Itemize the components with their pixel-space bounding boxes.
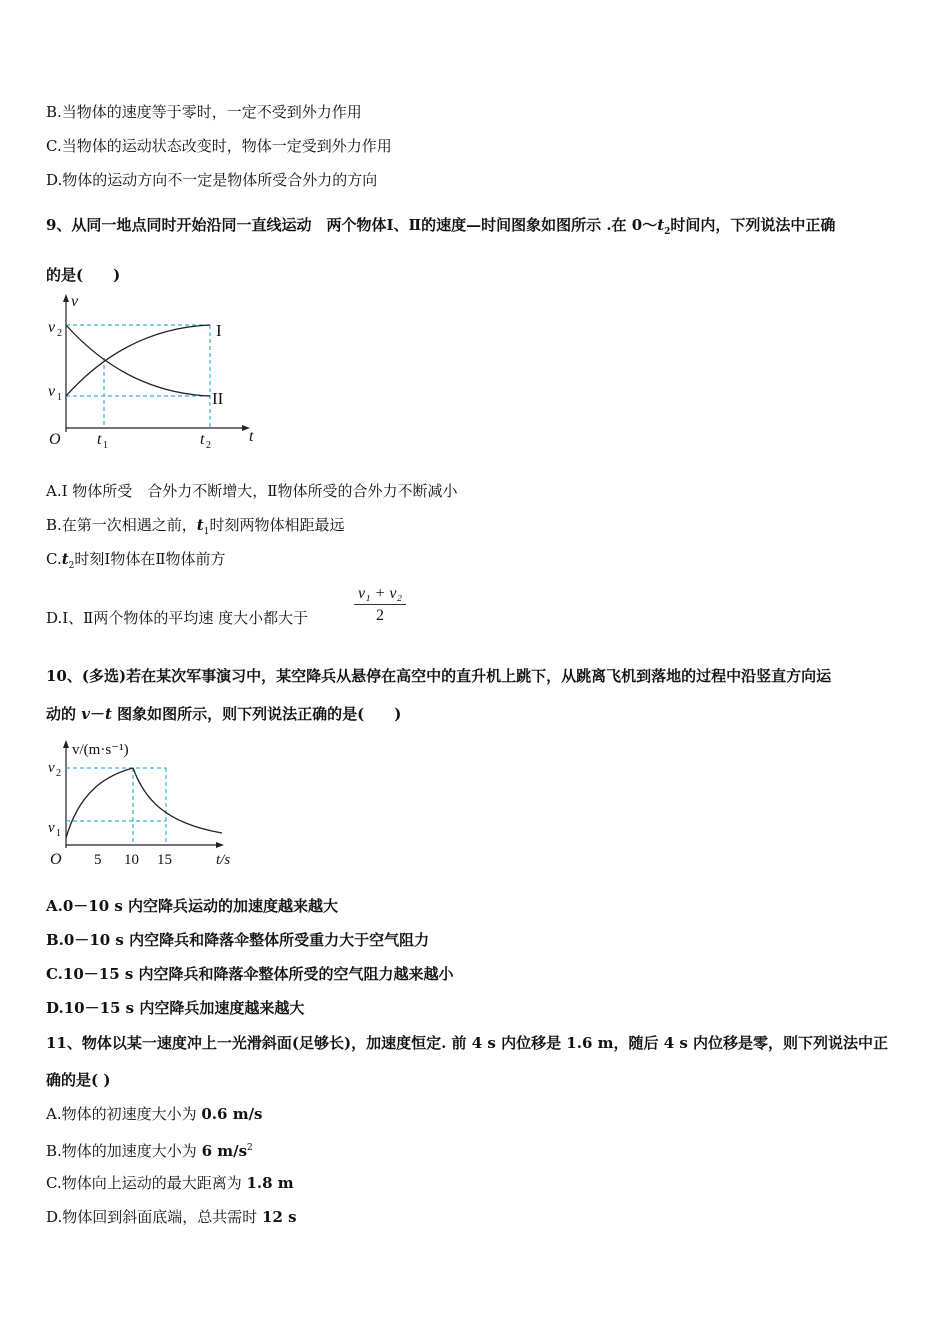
q9-option-c-post: 时刻Ⅰ物体在Ⅱ物体前方 — [74, 550, 226, 568]
q8-option-b: B.当物体的速度等于零时，一定不受到外力作用 — [46, 103, 362, 121]
q8-option-d: D.物体的运动方向不一定是物体所受合外力的方向 — [46, 171, 378, 189]
q9-option-a: A.Ⅰ 物体所受 合外力不断增大，Ⅱ物体所受的合外力不断减小 — [46, 482, 458, 500]
q11-option-d-pre: D.物体回到斜面底端，总共需时 — [46, 1208, 263, 1226]
q9-t-axis-label: t — [249, 428, 254, 445]
q9-v1-sub: 1 — [57, 392, 62, 403]
q10-stem-dash: － — [89, 705, 105, 723]
q10-v-axis-arrow — [63, 740, 69, 748]
q11-option-c — [46, 1173, 294, 1193]
q11-option-b-sup: 2 — [247, 1143, 253, 1153]
q9-option-c-sub: 2 — [68, 561, 75, 571]
q9-t1-sub: 1 — [103, 440, 108, 451]
q11-stem-line2: 确的是( ) — [46, 1071, 111, 1089]
q10-stem-pre: 动的 — [46, 705, 82, 723]
q10-stem-v: v — [81, 705, 90, 723]
q10-vt-graph — [44, 738, 244, 873]
q10-tick-10: 10 — [124, 852, 139, 868]
q9-stem-part-b: 时间内，下列说法中正确 — [670, 216, 836, 234]
q9-curve-1 — [66, 325, 210, 396]
q9-option-b-post: 时刻两物体相距最远 — [209, 516, 345, 534]
q10-origin-label: O — [50, 851, 62, 868]
q10-tick-5: 5 — [94, 852, 102, 868]
q9-v-axis-label: v — [71, 293, 79, 310]
q9-stem-sub: 2 — [664, 227, 671, 237]
q9-option-d-fraction — [354, 585, 406, 625]
q11-stem-line1: 11、物体以某一速度冲上一光滑斜面(足够长)，加速度恒定. 前 4 s 内位移是 1.6 m，随后 4 s 内位移是零，则下列说法中正 — [46, 1034, 889, 1052]
q10-option-b: B.0－10 s 内空降兵和降落伞整体所受重力大于空气阻力 — [46, 931, 430, 949]
q9-option-c — [46, 549, 226, 576]
q9-option-b-sub: 1 — [203, 527, 210, 537]
q10-stem-post: 图象如图所示，则下列说法正确的是( ) — [111, 705, 402, 723]
q9-option-d: D.Ⅰ、Ⅱ两个物体的平均速 度大小都大于 — [46, 609, 309, 627]
q9-option-b-pre: B.在第一次相遇之前， — [46, 516, 197, 534]
q9-option-c-pre: C. — [46, 550, 62, 568]
q9-t2-sub: 2 — [206, 440, 211, 451]
q11-option-c-pre: C.物体向上运动的最大距离为 — [46, 1174, 247, 1192]
q10-t-axis-label: t/s — [216, 852, 231, 868]
q11-option-a — [46, 1104, 263, 1124]
q11-option-a-value: 0.6 m/s — [201, 1105, 263, 1123]
q9-option-b — [46, 515, 344, 542]
q10-t-axis-arrow — [216, 842, 224, 848]
q10-stem-line2 — [46, 704, 401, 724]
q11-option-d — [46, 1207, 297, 1227]
q11-option-c-value: 1.8 m — [246, 1174, 294, 1192]
q10-v1-sub: 1 — [56, 828, 61, 839]
q9-option-b-t: t — [196, 516, 204, 534]
q10-stem-t: t — [104, 705, 112, 723]
q9-stem-line1 — [46, 215, 835, 242]
q11-option-b-pre: B.物体的加速度大小为 — [46, 1142, 202, 1160]
q9-curve-1-label: I — [216, 321, 222, 340]
q10-option-a: A.0－10 s 内空降兵运动的加速度越来越大 — [46, 897, 339, 915]
q10-stem-line1: 10、(多选)若在某次军事演习中，某空降兵从悬停在高空中的直升机上跳下，从跳离飞机到落地的过程中沿竖直方向运 — [46, 667, 832, 685]
q10-v1-label: v — [48, 820, 55, 836]
q9-vt-graph — [40, 292, 270, 452]
q9-fraction-denominator: 2 — [376, 607, 384, 624]
q10-v2-sub: 2 — [56, 768, 61, 779]
q10-v2-label: v — [48, 760, 55, 776]
q11-option-d-value: 12 s — [262, 1208, 297, 1226]
q9-curve-2-label: II — [212, 389, 224, 408]
q10-curve-rise — [66, 768, 133, 838]
q10-v-axis-label: v/(m·s⁻¹) — [72, 742, 129, 758]
q9-t1-label: t — [97, 431, 102, 448]
q9-option-c-t: t — [61, 550, 69, 568]
q10-option-c: C.10－15 s 内空降兵和降落伞整体所受的空气阻力越来越小 — [46, 965, 454, 983]
q11-option-b-value: 6 m/s — [201, 1142, 248, 1160]
q8-option-c: C.当物体的运动状态改变时，物体一定受到外力作用 — [46, 137, 392, 155]
q9-v-axis-arrow — [63, 294, 69, 302]
q10-tick-15: 15 — [157, 852, 172, 868]
q10-curve-fall — [133, 768, 222, 833]
q9-fraction-numerator: v₁ + v₂ — [354, 585, 406, 605]
q9-stem-line2: 的是( ) — [46, 266, 121, 284]
q10-option-d: D.10－15 s 内空降兵加速度越来越大 — [46, 999, 305, 1017]
q9-stem-part-a: 9、从同一地点同时开始沿同一直线运动 两个物体Ⅰ、Ⅱ的速度—时间图象如图所示 .在 0～ — [46, 216, 658, 234]
q11-option-a-pre: A.物体的初速度大小为 — [46, 1105, 202, 1123]
q9-curve-2 — [66, 325, 210, 396]
q9-v1-label: v — [48, 383, 56, 400]
q9-origin-label: O — [49, 431, 61, 448]
q9-v2-sub: 2 — [57, 328, 62, 339]
q9-v2-label: v — [48, 319, 56, 336]
q9-t2-label: t — [200, 431, 205, 448]
q11-option-b — [46, 1138, 253, 1161]
q9-stem-t: t — [657, 216, 665, 234]
